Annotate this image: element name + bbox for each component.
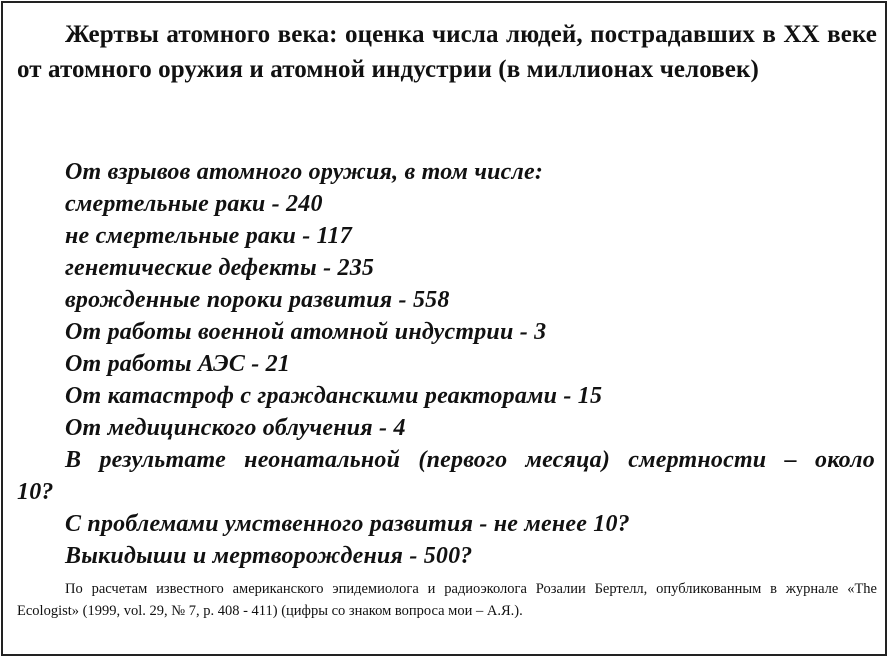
list-item: От катастроф с гражданскими реакторами - 15 — [65, 383, 603, 409]
list-item: генетические дефекты - 235 — [65, 255, 375, 281]
list-item: врожденные пороки развития - 558 — [65, 287, 450, 313]
list-item: смертельные раки - 240 — [65, 191, 323, 217]
list-item: От работы военной атомной индустрии - 3 — [65, 319, 547, 345]
list-item: С проблемами умственного развития - не менее 10? — [65, 511, 630, 537]
document-title: Жертвы атомного века: оценка числа людей, пострадавших в XX веке от атомного оружия и атомной индустрии (в миллионах человек) — [17, 21, 877, 83]
list-item: Выкидыши и мертворождения - 500? — [65, 543, 473, 569]
list-item: От работы АЭС - 21 — [65, 351, 291, 377]
document-frame — [1, 1, 887, 656]
list-item: В результате неонатальной (первого месяца) смертности – около 10? — [17, 447, 875, 505]
list-item: От взрывов атомного оружия, в том числе: — [65, 159, 544, 185]
source-footnote: По расчетам известного американского эпидемиолога и радиоэколога Розалии Бертелл, опубликованным в журнале «The Ecologist» (1999, vol. 29, № 7, p. 408 - 411) (цифры со знаком вопроса мои – А.Я.). — [17, 581, 877, 619]
list-item: не смертельные раки - 117 — [65, 223, 352, 249]
statistics-list — [17, 156, 875, 572]
list-item: От медицинского облучения - 4 — [65, 415, 406, 441]
